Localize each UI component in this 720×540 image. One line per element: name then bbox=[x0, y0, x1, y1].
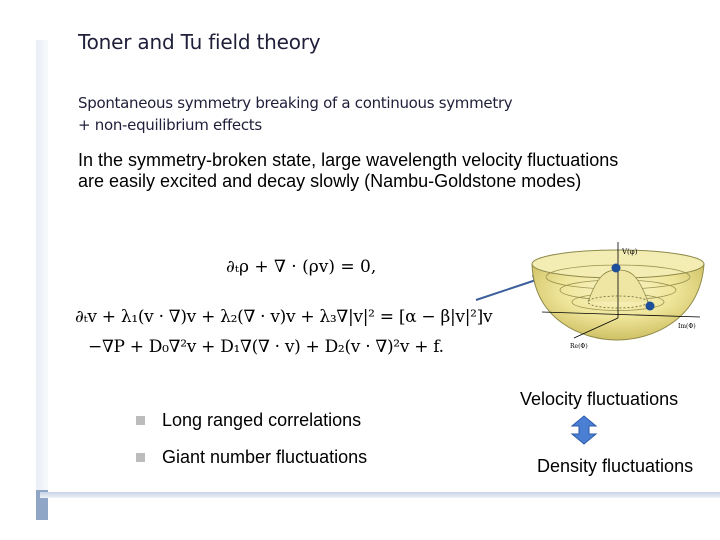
bullet-item bbox=[136, 439, 367, 476]
square-bullet-icon bbox=[136, 453, 145, 462]
bullet-text: Giant number fluctuations bbox=[162, 447, 368, 467]
potential-axis-label: V(φ) bbox=[622, 248, 638, 256]
decorative-left-bar bbox=[36, 40, 48, 520]
description-text: In the symmetry-broken state, large wavelength velocity fluctuations are easily excited and decay slowly (Nambu-Goldstone modes) bbox=[78, 150, 619, 191]
bullet-item bbox=[136, 402, 367, 439]
density-fluctuations-label: Density fluctuations bbox=[537, 456, 694, 476]
slide-title: Toner and Tu field theory bbox=[78, 30, 321, 54]
slide-subtitle bbox=[78, 92, 638, 136]
real-axis-label: Re(Φ) bbox=[570, 343, 588, 350]
double-headed-arrow-icon bbox=[569, 415, 599, 445]
square-bullet-icon bbox=[136, 416, 145, 425]
continuity-equation: ∂ₜρ + ∇ · (ρv) = 0, bbox=[226, 257, 377, 277]
subtitle-line-2: + non-equilibrium effects bbox=[78, 116, 262, 134]
mexican-hat-potential-figure bbox=[522, 232, 712, 360]
bullet-list bbox=[136, 402, 367, 476]
momentum-equation-line-2: −∇P + D₀∇²v + D₁∇(∇ · v) + D₂(v · ∇)²v + f. bbox=[88, 337, 444, 357]
decorative-bottom-rule bbox=[40, 492, 720, 498]
momentum-equation-line-1: ∂ₜv + λ₁(v · ∇)v + λ₂(∇ · v)v + λ₃∇|v|² = [α − β|v|²]v bbox=[75, 307, 493, 327]
velocity-fluctuations-label: Velocity fluctuations bbox=[520, 389, 679, 409]
bullet-text: Long ranged correlations bbox=[162, 410, 362, 430]
subtitle-line-1: Spontaneous symmetry breaking of a continuous symmetry bbox=[78, 94, 513, 112]
imaginary-axis-label: Im(Φ) bbox=[678, 323, 696, 330]
